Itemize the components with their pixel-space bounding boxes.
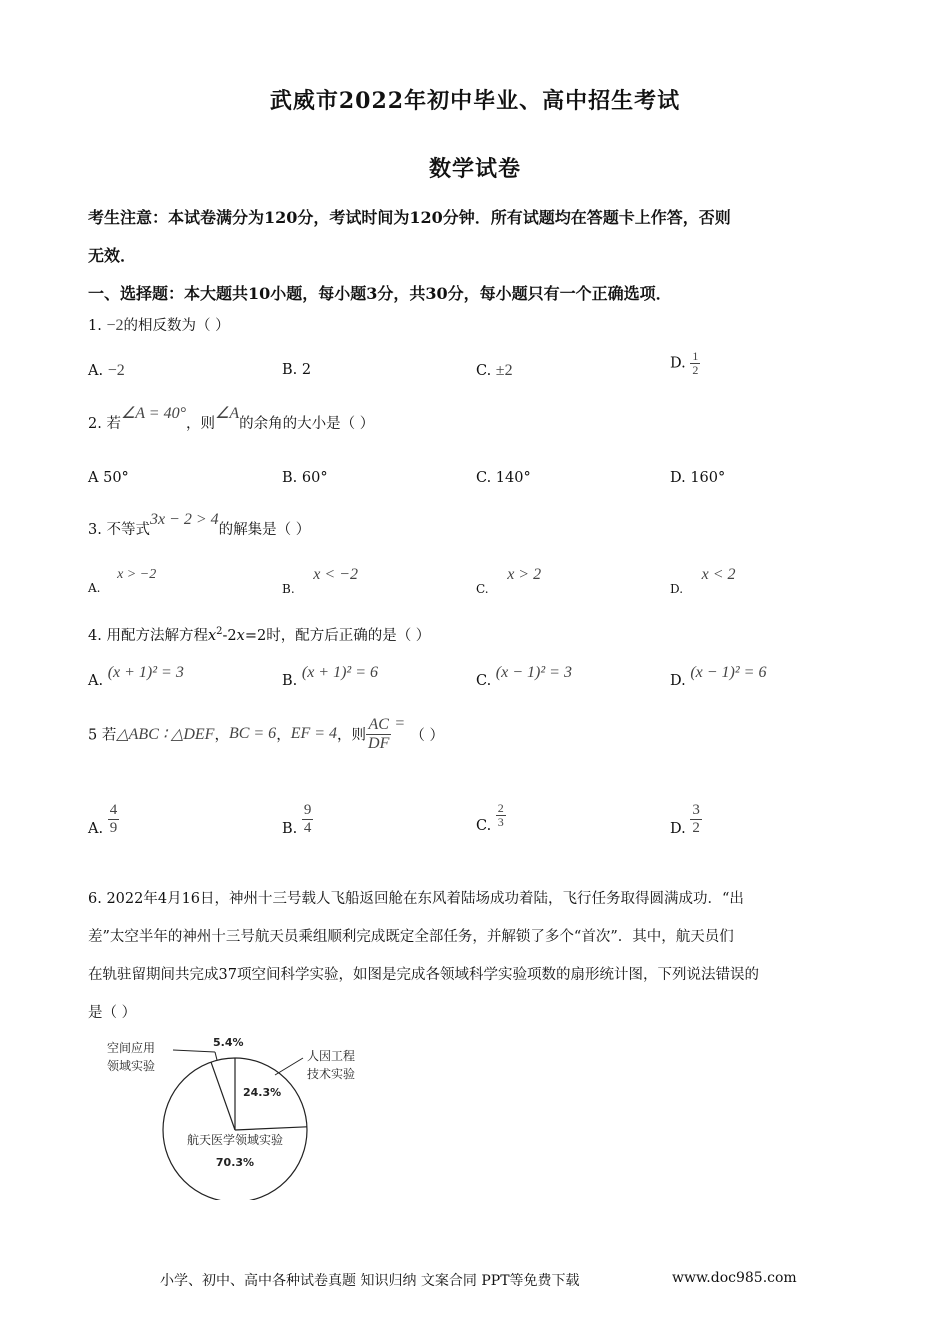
q2-mid: ，则 [185, 416, 215, 432]
q3-option-b-value: x < −2 [313, 566, 358, 583]
q4-option-d-letter: D. [670, 673, 686, 689]
q2-expr: ∠A = 40° [120, 405, 186, 422]
q1-option-b-value: 2 [301, 362, 312, 378]
q5-option-d [670, 802, 702, 836]
q3-option-d-value: x < 2 [701, 566, 736, 583]
q5-prefix: 5 若 [88, 727, 117, 744]
q3-suffix: 的解集是（ ） [218, 522, 311, 538]
question-2 [88, 405, 375, 433]
q5-option-a-den: 9 [109, 819, 118, 836]
q5-option-c-num: 2 [497, 801, 504, 815]
q3-option-d [670, 566, 736, 596]
q2-option-a-letter: A [88, 470, 99, 486]
question-5 [88, 716, 444, 752]
q1-option-b [282, 362, 311, 378]
q5-option-a-letter: A. [88, 821, 104, 837]
q3-option-c-letter: C. [476, 582, 489, 596]
q5-suffix: （ ） [410, 727, 444, 744]
q2-option-d-letter: D. [670, 470, 686, 486]
q4-option-a-value: (x + 1)² = 3 [107, 664, 184, 681]
q5-option-b-fraction [302, 802, 314, 836]
q5-option-d-fraction [690, 802, 702, 836]
q1-option-d-num: 1 [692, 349, 699, 363]
q2-option-b-value: 60° [301, 470, 328, 486]
q1-option-b-letter: B. [282, 362, 298, 378]
value-human-factors: 24.3% [243, 1086, 282, 1099]
q2-option-a-value: 50° [103, 470, 129, 486]
q3-option-c-value: x > 2 [507, 566, 542, 583]
q6-line-1: 6. 2022年4月16日，神州十三号载人飞船返回舱在东风着陆场成功着陆，飞行任务取得圆满成功．“出 [88, 891, 744, 907]
q5-option-a [88, 802, 119, 836]
q3-option-c [476, 566, 542, 596]
q1-option-a-value: −2 [107, 362, 125, 379]
q3-option-d-letter: D. [670, 582, 684, 596]
q1-option-d-letter: D. [670, 355, 686, 372]
q5-expr2: BC = 6 [228, 725, 277, 743]
q5-option-b-num: 9 [303, 802, 312, 818]
q2-prefix: 2. 若 [88, 416, 121, 432]
q2-option-d-value: 160° [690, 470, 726, 486]
q2-expr2: ∠A [214, 405, 240, 422]
q2-option-c-value: 140° [495, 470, 531, 486]
q4-text-b: -2 [222, 628, 237, 644]
q2-suffix: 的余角的大小是（ ） [239, 416, 375, 432]
q1-option-c-letter: C. [476, 363, 492, 379]
q5-option-d-num: 3 [692, 802, 700, 818]
q1-prefix: 1. [88, 318, 107, 334]
q5-option-b-letter: B. [282, 821, 298, 837]
q1-option-a-letter: A. [88, 363, 104, 379]
q4-option-a-letter: A. [88, 673, 104, 689]
q3-option-a [88, 566, 157, 595]
pie-chart [95, 1030, 395, 1200]
q4-sup: 2 [216, 626, 223, 638]
q4-var-x: x [207, 628, 217, 644]
q5-option-c-den: 3 [497, 815, 504, 830]
q5-option-c-letter: C. [476, 817, 492, 834]
label-human-factors-1: 人因工程 [307, 1049, 356, 1063]
exam-title: 武威市2022年初中毕业、高中招生考试 [269, 88, 681, 114]
label-space-app-2: 领域实验 [107, 1059, 156, 1073]
q5-equals: = [395, 715, 405, 733]
q5-option-d-letter: D. [670, 821, 686, 837]
callout-space-app-2 [215, 1052, 217, 1060]
q4-var-x2: x [236, 628, 245, 644]
q1-option-d-fraction [690, 350, 700, 377]
q4-option-b [282, 664, 379, 689]
q1-suffix: 的相反数为（ ） [123, 318, 230, 334]
q5-option-b-den: 4 [303, 819, 312, 836]
q5-fraction [366, 716, 391, 752]
q5-sep1: ， [214, 727, 229, 744]
q4-option-a [88, 664, 184, 689]
notice-line-2: 无效． [88, 246, 137, 265]
q5-expr3: EF = 4 [290, 725, 338, 743]
q5-fraction-den: DF [368, 734, 390, 752]
label-space-app-1: 空间应用 [107, 1041, 156, 1055]
q1-option-d [670, 350, 700, 377]
q5-option-b [282, 802, 313, 836]
q5-sep3: ，则 [337, 727, 367, 744]
footer-url: www.doc985.com [672, 1270, 797, 1286]
exam-subtitle: 数学试卷 [428, 156, 521, 182]
notice-line-1: 考生注意：本试卷满分为120分，考试时间为120分钟．所有试题均在答题卡上作答，否则 [88, 208, 731, 227]
section-heading: 一、选择题：本大题共10小题，每小题3分，共30分，每小题只有一个正确选项． [88, 284, 672, 303]
label-space-medicine: 航天医学领域实验 [186, 1133, 284, 1147]
q4-option-c-letter: C. [476, 673, 492, 689]
question-1 [88, 314, 230, 335]
q5-expr1: △ABC ∶ △DEF [116, 726, 215, 744]
q6-line-4: 是（ ） [88, 1005, 137, 1021]
q1-option-c-value: ±2 [495, 362, 513, 379]
q3-option-a-letter: A. [88, 581, 101, 595]
value-space-app: 5.4% [213, 1036, 244, 1049]
q4-option-b-value: (x + 1)² = 6 [301, 664, 379, 681]
q5-option-a-num: 4 [109, 802, 118, 818]
q5-sep2: ， [276, 727, 291, 744]
q2-option-b-letter: B. [282, 470, 298, 486]
q5-option-d-den: 2 [692, 819, 700, 836]
question-4 [88, 624, 430, 645]
q3-option-b [282, 566, 358, 596]
value-space-medicine: 70.3% [215, 1156, 255, 1169]
q4-option-c-value: (x − 1)² = 3 [495, 664, 572, 681]
q2-option-b [282, 470, 328, 486]
q1-option-a [88, 362, 125, 380]
q5-option-a-fraction [108, 802, 120, 836]
q4-option-c [476, 664, 572, 689]
q1-option-c [476, 362, 513, 380]
q6-line-2: 差”太空半年的神州十三号航天员乘组顺利完成既定全部任务，并解锁了多个“首次”．其中，航天员们 [88, 929, 734, 945]
q3-prefix: 3. 不等式 [88, 522, 150, 538]
q1-option-d-den: 2 [692, 363, 699, 378]
q1-expr: −2 [106, 317, 124, 334]
q4-text-c: =2时，配方后正确的是（ ） [244, 628, 431, 644]
q4-option-d-value: (x − 1)² = 6 [690, 664, 767, 681]
q3-option-a-value: x > −2 [117, 567, 157, 582]
q5-fraction-num: AC [368, 716, 389, 733]
q4-option-b-letter: B. [282, 673, 298, 689]
q2-option-c [476, 470, 531, 486]
q2-option-a [88, 470, 129, 486]
q4-option-d [670, 664, 767, 689]
q4-text-a: 4. 用配方法解方程 [88, 628, 208, 644]
question-3 [88, 511, 311, 539]
q3-option-b-letter: B. [282, 582, 295, 596]
label-human-factors-2: 技术实验 [307, 1067, 356, 1081]
callout-space-app [173, 1050, 215, 1052]
q2-option-c-letter: C. [476, 470, 492, 486]
q3-expr: 3x − 2 > 4 [149, 511, 219, 528]
q6-line-3: 在轨驻留期间共完成37项空间科学实验，如图是完成各领域科学实验项数的扇形统计图，下列说法错误的 [88, 967, 759, 983]
q5-option-c-fraction [496, 802, 506, 829]
footer-text: 小学、初中、高中各种试卷真题 知识归纳 文案合同 PPT等免费下载 [160, 1273, 580, 1289]
callout-human-factors [275, 1058, 303, 1075]
q2-option-d [670, 470, 725, 486]
q5-option-c [476, 801, 506, 834]
